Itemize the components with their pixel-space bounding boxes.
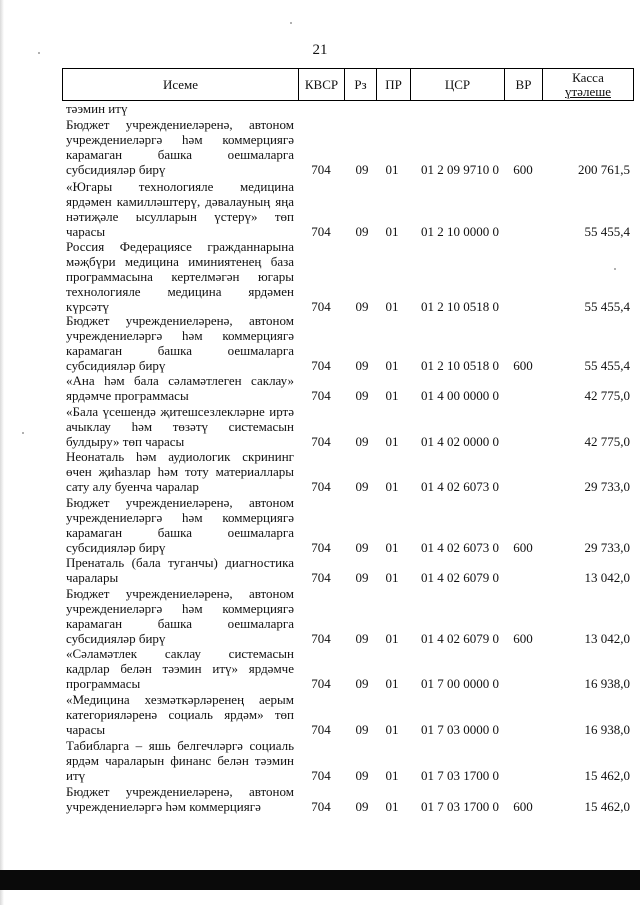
row-pr: 01 xyxy=(385,768,399,783)
row-kvsr: 704 xyxy=(311,299,331,314)
row-name-line: сату алу буенча чаралар xyxy=(66,479,199,494)
row-csr: 01 2 10 0518 0 xyxy=(421,299,499,314)
row-kassa-sum: 13 042,0 xyxy=(584,570,630,585)
row-name-line: программасы xyxy=(66,676,141,691)
table-row xyxy=(0,101,640,116)
row-rz: 09 xyxy=(355,434,369,449)
header-rz: Рз xyxy=(345,69,377,100)
row-name-line: Табибларга – яшь белгечләргә социаль xyxy=(66,738,294,753)
scan-bottom-bar xyxy=(0,870,640,890)
row-kvsr: 704 xyxy=(311,434,331,449)
row-name-line: субсидияләр бирү xyxy=(66,540,166,555)
row-name-line: ачыклау һәм төзәтү системасын xyxy=(66,419,294,434)
table-row xyxy=(0,555,640,585)
header-kassa-line2: үтәлеше xyxy=(565,83,611,99)
row-name-line: «Медицина хезмәткәрләренең аерым xyxy=(66,692,294,707)
row-kassa-sum: 16 938,0 xyxy=(584,722,630,737)
row-name-line: субсидияләр бирү xyxy=(66,631,166,646)
table-row xyxy=(0,404,640,449)
row-kassa-sum: 42 775,0 xyxy=(584,434,630,449)
row-pr: 01 xyxy=(385,162,399,177)
row-csr: 01 2 10 0000 0 xyxy=(421,224,499,239)
row-name-line: субсидияләр бирү xyxy=(66,162,166,177)
row-name-line: «Ана һәм бала сәламәтлеген саклау» xyxy=(66,373,294,388)
row-name xyxy=(66,555,294,585)
row-name-line: Бюджет учреждениеләренә, автоном xyxy=(66,586,294,601)
row-name-line: ярдәмен камилләштерү, дәвалауның яңа xyxy=(66,194,294,209)
row-csr: 01 7 03 1700 0 xyxy=(421,799,499,814)
row-kassa-sum: 15 462,0 xyxy=(584,799,630,814)
row-name-line: чаралары xyxy=(66,570,119,585)
row-csr: 01 4 00 0000 0 xyxy=(421,388,499,403)
row-rz: 09 xyxy=(355,722,369,737)
table-row xyxy=(0,646,640,691)
row-rz: 09 xyxy=(355,570,369,585)
row-kassa-sum: 15 462,0 xyxy=(584,768,630,783)
row-pr: 01 xyxy=(385,479,399,494)
row-name-line: учреждениеләргә һәм коммерциягә xyxy=(66,510,294,525)
row-name xyxy=(66,784,294,814)
row-name-line: Бюджет учреждениеләренә, автоном xyxy=(66,313,294,328)
row-kassa-sum: 42 775,0 xyxy=(584,388,630,403)
row-name-line: нәтиҗәле ысулларын үстерү» төп xyxy=(66,209,294,224)
table-row xyxy=(0,117,640,177)
table-row xyxy=(0,239,640,314)
row-csr: 01 4 02 0000 0 xyxy=(421,434,499,449)
row-rz: 09 xyxy=(355,676,369,691)
row-name xyxy=(66,692,294,737)
row-csr: 01 2 10 0518 0 xyxy=(421,358,499,373)
row-pr: 01 xyxy=(385,631,399,646)
table-row xyxy=(0,373,640,403)
row-name-line: Неонаталь һәм аудиологик скрининг xyxy=(66,449,294,464)
row-name xyxy=(66,179,294,239)
row-vr: 600 xyxy=(513,358,533,373)
row-pr: 01 xyxy=(385,570,399,585)
row-name xyxy=(66,313,294,373)
row-kvsr: 704 xyxy=(311,631,331,646)
row-name-line: өчен җиһазлар һәм тоту материаллары xyxy=(66,464,294,479)
row-rz: 09 xyxy=(355,224,369,239)
row-name xyxy=(66,373,294,403)
row-vr: 600 xyxy=(513,631,533,646)
row-csr: 01 4 02 6079 0 xyxy=(421,631,499,646)
row-name xyxy=(66,101,294,116)
row-kassa-sum: 29 733,0 xyxy=(584,540,630,555)
row-kvsr: 704 xyxy=(311,570,331,585)
table-row xyxy=(0,784,640,814)
header-name: Исеме xyxy=(63,69,299,100)
row-kassa-sum: 55 455,4 xyxy=(584,358,630,373)
header-pr: ПР xyxy=(377,69,411,100)
row-rz: 09 xyxy=(355,388,369,403)
row-name-line: «Сәламәтлек саклау системасын xyxy=(66,646,294,661)
row-kassa-sum: 13 042,0 xyxy=(584,631,630,646)
row-vr: 600 xyxy=(513,540,533,555)
page-number: 21 xyxy=(312,42,328,58)
row-rz: 09 xyxy=(355,799,369,814)
row-rz: 09 xyxy=(355,540,369,555)
row-name-line: карамаган башка оешмаларга xyxy=(66,343,294,358)
row-kvsr: 704 xyxy=(311,799,331,814)
table-row xyxy=(0,586,640,646)
row-name-line: мәҗбүри медицина иминиятенең база xyxy=(66,254,294,269)
table-row xyxy=(0,738,640,783)
row-csr: 01 4 02 6073 0 xyxy=(421,540,499,555)
row-name-line: субсидияләр бирү xyxy=(66,358,166,373)
row-vr: 600 xyxy=(513,162,533,177)
row-name-line: категорияләренә социаль ярдәм» төп xyxy=(66,707,294,722)
row-kvsr: 704 xyxy=(311,224,331,239)
row-kassa-sum: 16 938,0 xyxy=(584,676,630,691)
row-vr: 600 xyxy=(513,799,533,814)
row-name xyxy=(66,404,294,449)
row-pr: 01 xyxy=(385,388,399,403)
header-vr: ВР xyxy=(505,69,543,100)
row-csr: 01 7 03 0000 0 xyxy=(421,722,499,737)
row-kvsr: 704 xyxy=(311,768,331,783)
row-csr: 01 2 09 9710 0 xyxy=(421,162,499,177)
table-row xyxy=(0,449,640,494)
row-name-line: тәэмин итү xyxy=(66,101,128,116)
row-kvsr: 704 xyxy=(311,676,331,691)
row-name xyxy=(66,738,294,783)
row-name-line: Пренаталь (бала туганчы) диагностика xyxy=(66,555,294,570)
row-name-line: карамаган башка оешмаларга xyxy=(66,616,294,631)
row-kvsr: 704 xyxy=(311,388,331,403)
row-name-line: «Бала үсешендә җитешсезлекләрне иртә xyxy=(66,404,294,419)
row-name-line: күрсәтү xyxy=(66,299,110,314)
row-name-line: кадрлар белән тәэмин итү» ярдәмче xyxy=(66,661,294,676)
row-name-line: Бюджет учреждениеләренә, автоном xyxy=(66,117,294,132)
table-row xyxy=(0,692,640,737)
row-kvsr: 704 xyxy=(311,358,331,373)
row-name-line: булдыру» төп чарасы xyxy=(66,434,185,449)
row-name-line: ярдәм чараларын финанс белән тәэмин xyxy=(66,753,294,768)
table-row xyxy=(0,495,640,555)
row-name-line: чарасы xyxy=(66,224,106,239)
row-name-line: Бюджет учреждениеләренә, автоном xyxy=(66,495,294,510)
row-kassa-sum: 200 761,5 xyxy=(578,162,630,177)
row-kassa-sum: 55 455,4 xyxy=(584,299,630,314)
row-rz: 09 xyxy=(355,768,369,783)
header-kassa xyxy=(543,69,633,100)
row-rz: 09 xyxy=(355,479,369,494)
row-rz: 09 xyxy=(355,358,369,373)
row-name-line: учреждениеләргә һәм коммерциягә xyxy=(66,799,261,814)
row-pr: 01 xyxy=(385,540,399,555)
row-kvsr: 704 xyxy=(311,722,331,737)
row-kvsr: 704 xyxy=(311,540,331,555)
row-name-line: чарасы xyxy=(66,722,106,737)
row-name-line: ярдәмче программасы xyxy=(66,388,189,403)
row-pr: 01 xyxy=(385,224,399,239)
table-row xyxy=(0,313,640,373)
row-name-line: Бюджет учреждениеләренә, автоном xyxy=(66,784,294,799)
row-name-line: карамаган башка оешмаларга xyxy=(66,525,294,540)
row-csr: 01 4 02 6073 0 xyxy=(421,479,499,494)
row-pr: 01 xyxy=(385,434,399,449)
row-name-line: технологияле медицина ярдәмен xyxy=(66,284,294,299)
row-name xyxy=(66,586,294,646)
row-csr: 01 4 02 6079 0 xyxy=(421,570,499,585)
row-name-line: Россия Федерациясе гражданнарына xyxy=(66,239,294,254)
row-kassa-sum: 55 455,4 xyxy=(584,224,630,239)
row-pr: 01 xyxy=(385,799,399,814)
row-name xyxy=(66,495,294,555)
table-row xyxy=(0,179,640,239)
row-name-line: программасына кертелмәгән югары xyxy=(66,269,294,284)
header-kvsr: КВСР xyxy=(299,69,345,100)
row-rz: 09 xyxy=(355,299,369,314)
row-pr: 01 xyxy=(385,722,399,737)
header-csr: ЦСР xyxy=(411,69,505,100)
scan-speck xyxy=(290,22,292,24)
row-kvsr: 704 xyxy=(311,479,331,494)
row-csr: 01 7 00 0000 0 xyxy=(421,676,499,691)
row-pr: 01 xyxy=(385,676,399,691)
row-name-line: карамаган башка оешмаларга xyxy=(66,147,294,162)
table-header xyxy=(62,68,634,101)
row-pr: 01 xyxy=(385,299,399,314)
row-name xyxy=(66,117,294,177)
row-name-line: «Югары технологияле медицина xyxy=(66,179,294,194)
row-name-line: учреждениеләргә һәм коммерциягә xyxy=(66,328,294,343)
row-name-line: учреждениеләргә һәм коммерциягә xyxy=(66,132,294,147)
row-csr: 01 7 03 1700 0 xyxy=(421,768,499,783)
row-kvsr: 704 xyxy=(311,162,331,177)
row-name xyxy=(66,239,294,314)
row-rz: 09 xyxy=(355,631,369,646)
row-name xyxy=(66,646,294,691)
row-name-line: итү xyxy=(66,768,86,783)
header-kassa-line1: Касса xyxy=(572,69,604,85)
row-kassa-sum: 29 733,0 xyxy=(584,479,630,494)
row-name-line: учреждениеләргә һәм коммерциягә xyxy=(66,601,294,616)
row-rz: 09 xyxy=(355,162,369,177)
row-pr: 01 xyxy=(385,358,399,373)
row-name xyxy=(66,449,294,494)
